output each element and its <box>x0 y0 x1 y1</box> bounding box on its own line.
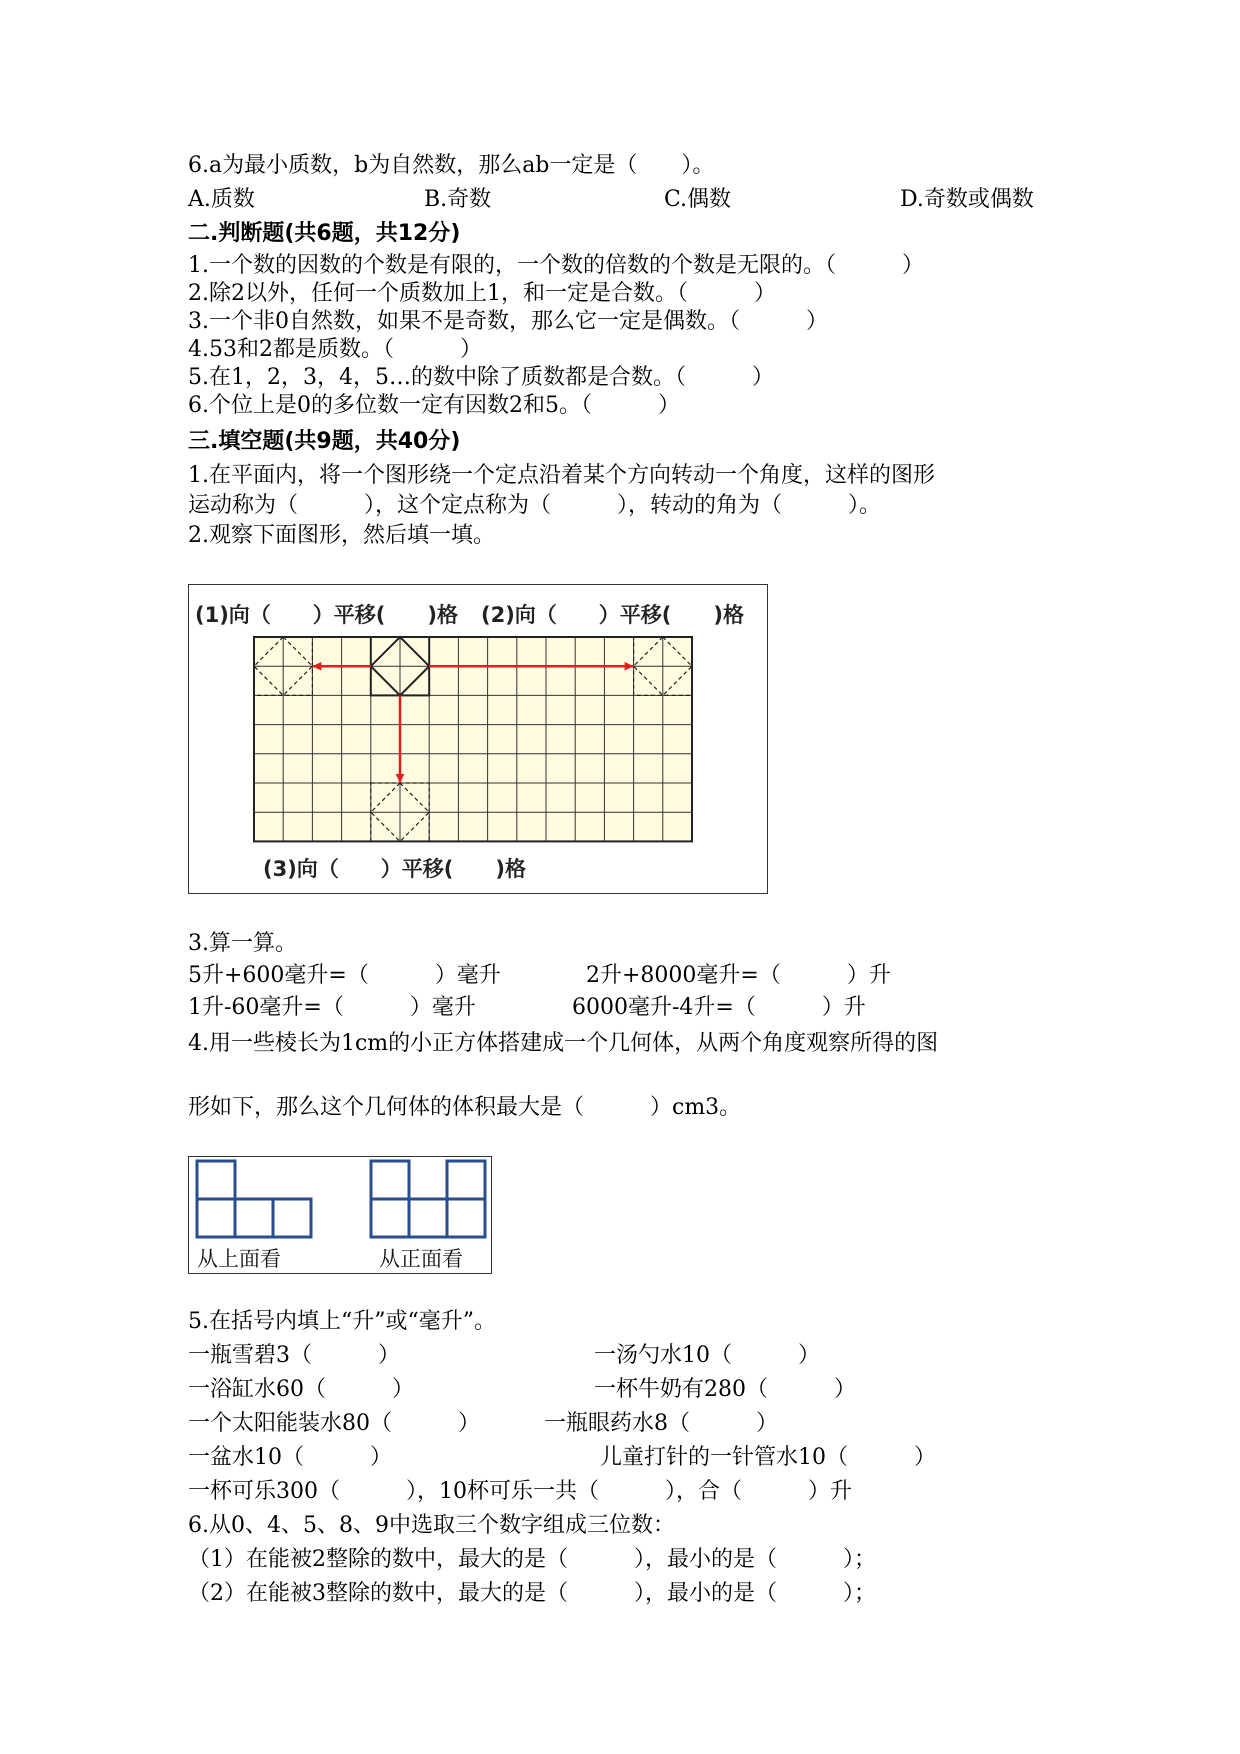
fill-q1-line1: 1.在平面内，将一个图形绕一个定点沿着某个方向转动一个角度，这样的图形 <box>188 463 935 488</box>
calc-2: 2升+8000毫升=（ ）升 <box>586 963 891 988</box>
fill-q6-part2: （2）在能被3整除的数中，最大的是（ ），最小的是（ ）； <box>188 1581 876 1606</box>
calc-1: 5升+600毫升=（ ）毫升 <box>188 963 501 988</box>
option-d: D.奇数或偶数 <box>900 187 1034 212</box>
unit-item-2: 一汤勺水10（ ） <box>594 1343 820 1368</box>
figure-label-2: (2)向（ ）平移( )格 <box>481 603 745 627</box>
fill-q5-title: 5.在括号内填上“升”或“毫升”。 <box>188 1309 496 1334</box>
fill-q6-part1: （1）在能被2整除的数中，最大的是（ ），最小的是（ ）； <box>188 1547 876 1572</box>
front-view-square <box>447 1199 485 1237</box>
option-b: B.奇数 <box>424 187 492 212</box>
front-view-square <box>371 1199 409 1237</box>
question-6-stem: 6.a为最小质数，b为自然数，那么ab一定是（ ）。 <box>188 153 715 178</box>
judge-item-1: 1.一个数的因数的个数是有限的，一个数的倍数的个数是无限的。（ ） <box>188 253 924 278</box>
unit-item-3: 一浴缸水60（ ） <box>188 1377 414 1402</box>
unit-item-5: 一个太阳能装水80（ ） <box>188 1411 480 1436</box>
top-view-square <box>197 1199 235 1237</box>
front-view-square <box>409 1199 447 1237</box>
calc-3: 1升-60毫升=（ ）毫升 <box>188 995 476 1020</box>
figure-label-3: (3)向（ ）平移( )格 <box>263 857 527 881</box>
fill-q2-stem: 2.观察下面图形，然后填一填。 <box>188 523 495 548</box>
unit-item-8: 儿童打针的一针管水10（ ） <box>600 1445 936 1470</box>
unit-item-last: 一杯可乐300（ ），10杯可乐一共（ ），合（ ）升 <box>188 1479 852 1504</box>
option-c: C.偶数 <box>664 187 732 212</box>
section-3-title: 三.填空题(共9题，共40分) <box>188 429 461 454</box>
judge-item-3: 3.一个非0自然数，如果不是奇数，那么它一定是偶数。（ ） <box>188 309 828 334</box>
front-view-label: 从正面看 <box>379 1247 463 1271</box>
judge-item-6: 6.个位上是0的多位数一定有因数2和5。（ ） <box>188 393 680 418</box>
fill-q3-title: 3.算一算。 <box>188 931 297 956</box>
fill-q1-line2: 运动称为（ ），这个定点称为（ ），转动的角为（ ）。 <box>188 493 882 518</box>
top-view-label: 从上面看 <box>197 1247 281 1271</box>
fill-q4-line2: 形如下，那么这个几何体的体积最大是（ ）cm3。 <box>188 1095 742 1120</box>
judge-item-4: 4.53和2都是质数。（ ） <box>188 337 482 362</box>
unit-item-4: 一杯牛奶有280（ ） <box>594 1377 856 1402</box>
fill-q6-title: 6.从0、4、5、8、9中选取三个数字组成三位数： <box>188 1513 675 1538</box>
unit-item-1: 一瓶雪碧3（ ） <box>188 1343 400 1368</box>
grid-drawing <box>189 585 767 893</box>
section-2-title: 二.判断题(共6题，共12分) <box>188 221 461 246</box>
front-view-square <box>447 1161 485 1199</box>
judge-item-2: 2.除2以外，任何一个质数加上1，和一定是合数。（ ） <box>188 281 776 306</box>
unit-item-6: 一瓶眼药水8（ ） <box>544 1411 778 1436</box>
figure-label-1: (1)向（ ）平移( )格 <box>195 603 459 627</box>
option-a: A.质数 <box>188 187 255 212</box>
fill-q4-line1: 4.用一些棱长为1cm的小正方体搭建成一个几何体，从两个角度观察所得的图 <box>188 1031 939 1056</box>
top-view-square <box>235 1199 273 1237</box>
top-view-square <box>197 1161 235 1199</box>
calc-4: 6000毫升-4升=（ ）升 <box>572 995 866 1020</box>
front-view-square <box>371 1161 409 1199</box>
top-view-square <box>273 1199 311 1237</box>
views-figure <box>188 1156 492 1274</box>
translation-grid-figure <box>188 584 768 894</box>
judge-item-5: 5.在1，2，3，4，5…的数中除了质数都是合数。（ ） <box>188 365 774 390</box>
unit-item-7: 一盆水10（ ） <box>188 1445 392 1470</box>
